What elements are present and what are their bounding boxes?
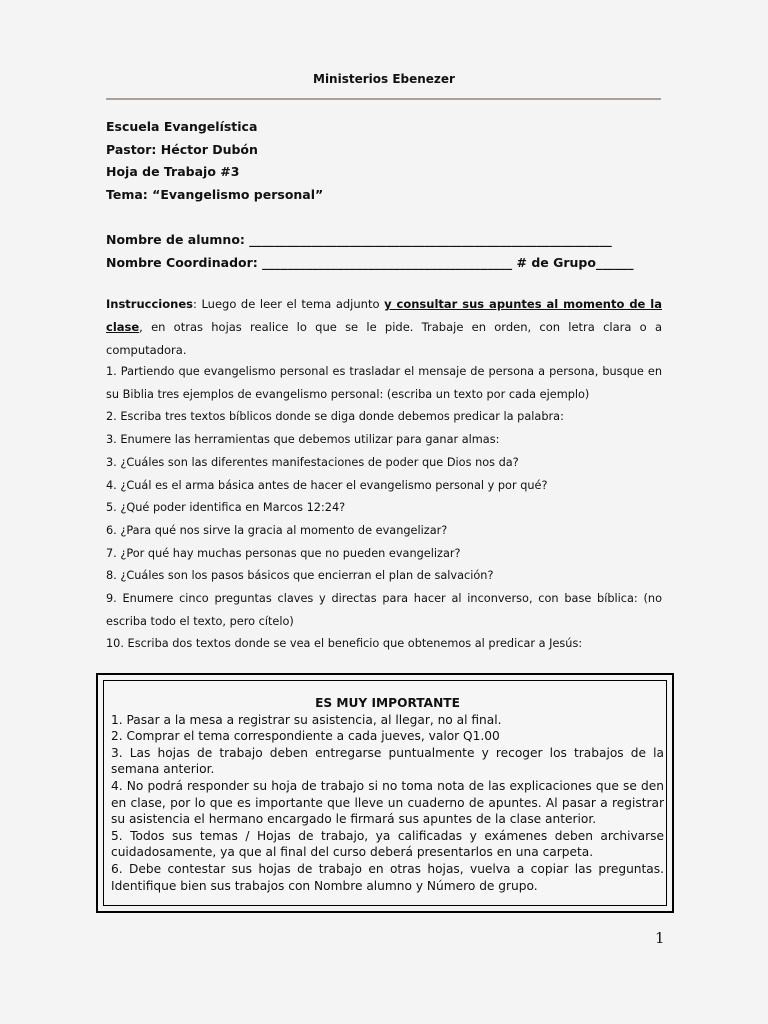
instructions xyxy=(106,293,662,362)
question-item: 2. Escriba tres textos bíblicos donde se diga donde debemos predicar la palabra: xyxy=(106,410,564,424)
topic: Tema: “Evangelismo personal” xyxy=(106,186,324,202)
pastor-name: Pastor: Héctor Dubón xyxy=(106,141,258,157)
header-divider xyxy=(106,98,661,100)
question-item: 9. Enumere cinco preguntas claves y directas para hacer al inconverso, con base bíblica: (no escriba todo el texto, pero cítelo) xyxy=(106,592,662,628)
question-item: 5. ¿Qué poder identifica en Marcos 12:24? xyxy=(106,501,346,515)
question-item: 6. ¿Para qué nos sirve la gracia al momento de evangelizar? xyxy=(106,523,448,537)
question-item: 8. ¿Cuáles son los pasos básicos que encierran el plan de salvación? xyxy=(106,569,494,583)
name-fields xyxy=(106,228,633,274)
important-box-inner xyxy=(103,680,667,906)
important-title: ES MUY IMPORTANTE xyxy=(315,696,460,710)
instructions-text-before: : Luego de leer el tema adjunto xyxy=(192,297,385,311)
important-item: 2. Comprar el tema correspondiente a cada jueves, valor Q1.00 xyxy=(111,729,500,744)
important-box xyxy=(96,673,674,913)
important-item: 1. Pasar a la mesa a registrar su asistencia, al llegar, no al final. xyxy=(111,712,502,727)
important-item: 4. No podrá responder su hoja de trabajo si no toma nota de las explicaciones que se den en clase, por lo que es importante que lleve un cuaderno de apuntes. Al pasar a registrar su asistencia el hermano encargado le firmará sus apuntes de la clase anterior. xyxy=(111,778,664,827)
question-item: 4. ¿Cuál es el arma básica antes de hacer el evangelismo personal y por qué? xyxy=(106,478,548,492)
instructions-text-after: , en otras hojas realice lo que se le pide. Trabaje en orden, con letra clara o a computadora. xyxy=(106,320,662,357)
question-item: 1. Partiendo que evangelismo personal es trasladar el mensaje de persona a persona, busque en su Biblia tres ejemplos de evangelismo personal: (escriba un texto por cada ejemplo) xyxy=(106,365,662,401)
question-item: 7. ¿Por qué hay muchas personas que no pueden evangelizar? xyxy=(106,546,461,560)
student-name-field: Nombre de alumno: __________________________________________________________ xyxy=(106,232,612,247)
organization-title: Ministerios Ebenezer xyxy=(313,72,455,86)
important-content xyxy=(111,695,664,894)
page-number: 1 xyxy=(655,929,665,947)
question-list xyxy=(106,361,662,656)
important-item: 5. Todos sus temas / Hojas de trabajo, ya calificadas y exámenes deben archivarse cuidadosamente, ya que al final del curso deberá presentarlos en una carpeta. xyxy=(111,828,664,860)
school-name: Escuela Evangelística xyxy=(106,119,258,134)
question-item: 10. Escriba dos textos donde se vea el beneficio que obtenemos al predicar a Jesús: xyxy=(106,637,583,651)
important-item: 3. Las hojas de trabajo deben entregarse puntualmente y recoger los trabajos de la semana anterior. xyxy=(111,745,664,777)
worksheet-number: Hoja de Trabajo #3 xyxy=(106,164,240,179)
worksheet-header xyxy=(106,116,323,206)
coordinator-field: Nombre Coordinador: ________________________________________ # de Grupo______ xyxy=(106,255,634,270)
question-item: 3. ¿Cuáles son las diferentes manifestaciones de poder que Dios nos da? xyxy=(106,455,519,469)
important-item: 6. Debe contestar sus hojas de trabajo en otras hojas, vuelva a copiar las preguntas. Identifique bien sus trabajos con Nombre alumno y Número de grupo. xyxy=(111,861,664,893)
instructions-label: Instrucciones xyxy=(106,297,193,311)
question-item: 3. Enumere las herramientas que debemos utilizar para ganar almas: xyxy=(106,433,500,447)
instructions-underlined: y consultar sus apuntes al momento de la clase xyxy=(106,297,662,334)
